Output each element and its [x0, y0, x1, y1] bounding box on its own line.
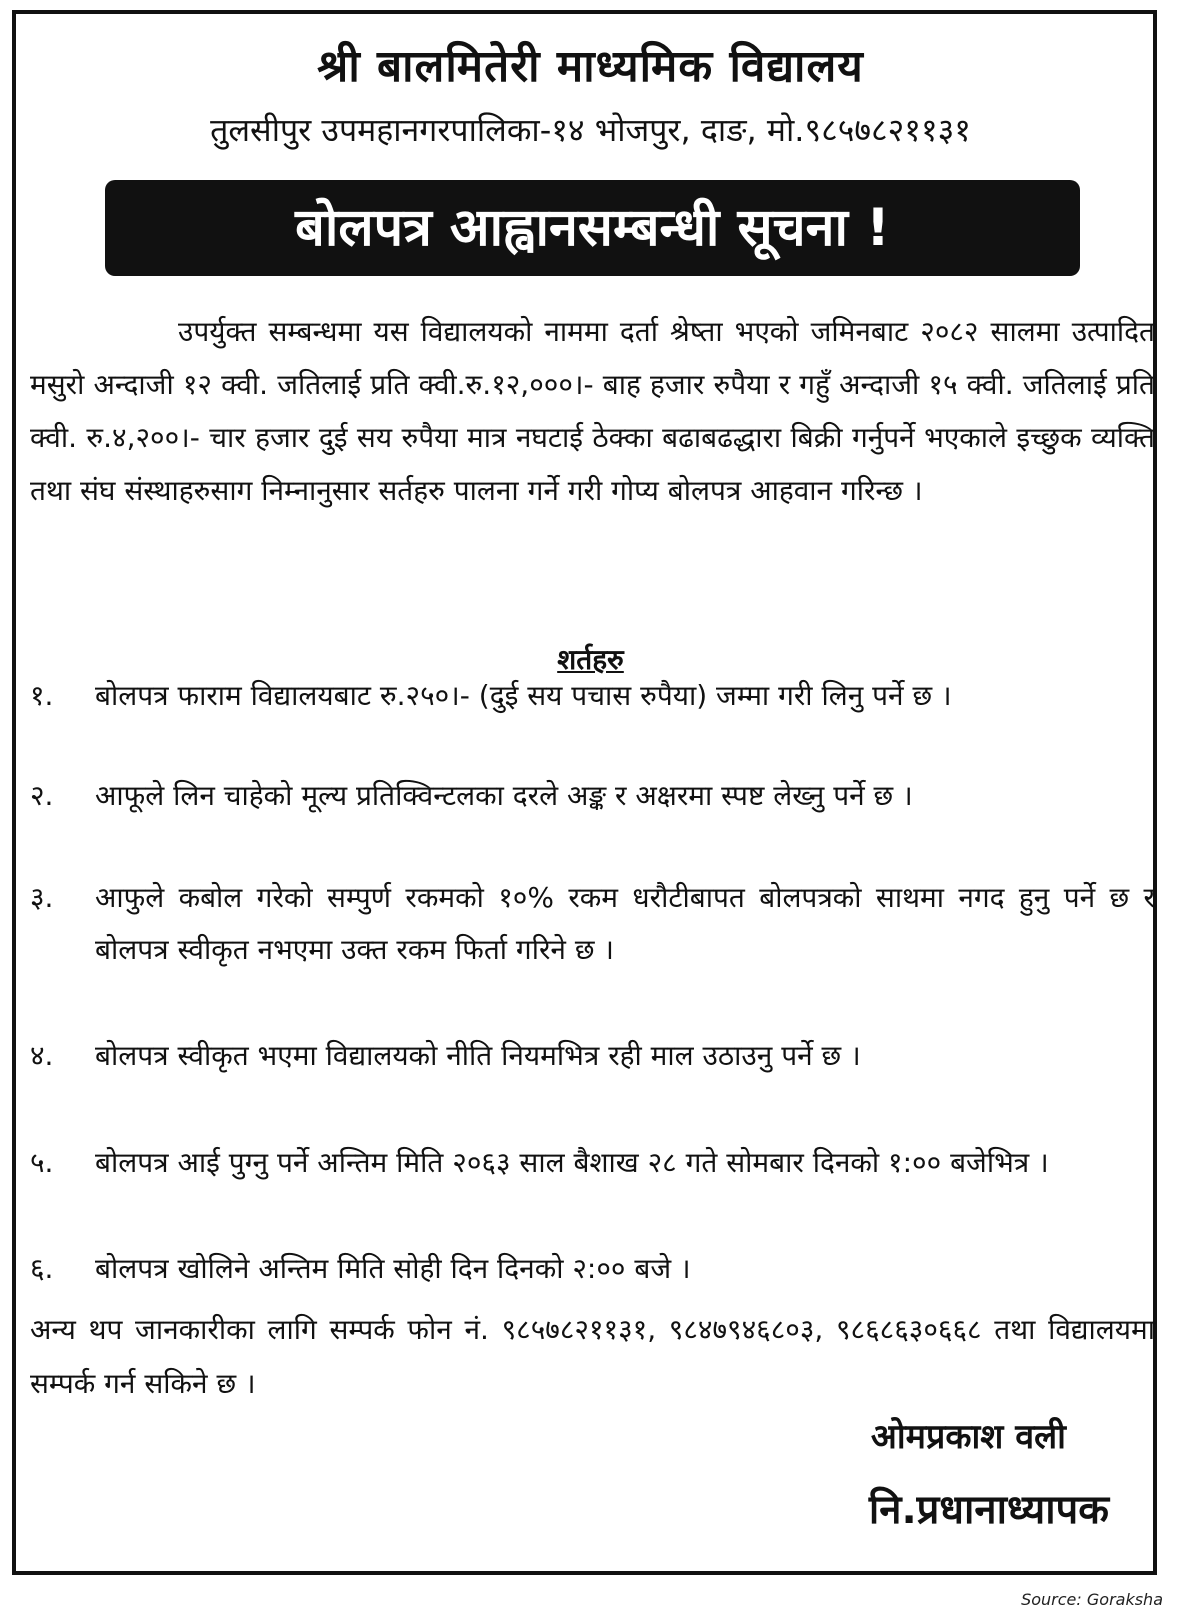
- signatory-name: ओमप्रकाश वली: [870, 1417, 1066, 1457]
- source-credit: Source: Goraksha: [1021, 1590, 1163, 1609]
- condition-number: ३.: [30, 881, 54, 914]
- school-name: श्री बालमितेरी माध्यमिक विद्यालय: [317, 41, 864, 92]
- contact-info: अन्य थप जानकारीका लागि सम्पर्क फोन नं. ९८५७८२११३१, ९८४७९४६८०३, ९८६८६३०६६८ तथा विद्यालयमा सम्पर्क गर्न सकिने छ ।: [30, 1313, 1155, 1400]
- notice-body: उपर्युक्त सम्बन्धमा यस विद्यालयको नाममा दर्ता श्रेष्ता भएको जमिनबाट २०८२ सालमा उत्पादित मसुरो अन्दाजी १२ क्वी. जतिलाई प्रति क्वी.रु.१२,०००।- बाह हजार रुपैया र गहुँ अन्दाजी १५ क्वी. जतिलाई प्रति क्वी. रु.४,२००।- चार हजार दुई सय रुपैया मात्र नघटाई ठेक्का बढाबढद्धारा बिक्री गर्नुपर्ने भएकाले इच्छुक व्यक्ति तथा संघ संस्थाहरुसाग निम्नानुसार सर्तहरु पालना गर्ने गरी गोप्य बोलपत्र आहवान गरिन्छ ।: [30, 315, 1155, 507]
- condition-item-1: [30, 670, 1155, 722]
- school-address: तुलसीपुर उपमहानगरपालिका-१४ भोजपुर, दाङ, मो.९८५७८२११३१: [210, 111, 971, 149]
- condition-number: ५.: [30, 1146, 54, 1179]
- condition-item-4: [30, 1030, 1155, 1082]
- notice-heading: बोलपत्र आह्वानसम्बन्धी सूचना !: [105, 180, 1080, 276]
- condition-item-3: [30, 872, 1155, 976]
- condition-item-5: [30, 1137, 1155, 1189]
- condition-text: बोलपत्र फाराम विद्यालयबाट रु.२५०।- (दुई सय पचास रुपैया) जम्मा गरी लिनु पर्ने छ ।: [95, 679, 952, 712]
- conditions-heading-text: शर्तहरु: [557, 643, 624, 676]
- condition-number: ४.: [30, 1039, 54, 1072]
- condition-text: बोलपत्र स्वीकृत भएमा विद्यालयको नीति नियमभित्र रही माल उठाउनु पर्ने छ ।: [95, 1039, 861, 1072]
- condition-item-6: [30, 1243, 1155, 1295]
- condition-text: आफुले कबोल गरेको सम्पुर्ण रकमको १०% रकम धरौटीबापत बोलपत्रको साथमा नगद हुनु पर्ने छ र बोलपत्र स्वीकृत नभएमा उक्त रकम फिर्ता गरिने छ ।: [95, 881, 1155, 966]
- condition-number: ६.: [30, 1252, 54, 1285]
- signatory-title: नि.प्रधानाध्यापक: [868, 1487, 1109, 1533]
- condition-item-2: [30, 770, 1155, 822]
- condition-number: २.: [30, 779, 54, 812]
- condition-text: आफूले लिन चाहेको मूल्य प्रतिक्विन्टलका दरले अङ्क र अक्षरमा स्पष्ट लेख्नु पर्ने छ ।: [95, 779, 913, 812]
- condition-number: १.: [30, 679, 54, 712]
- condition-text: बोलपत्र आई पुग्नु पर्ने अन्तिम मिति २०६३ साल बैशाख २८ गते सोमबार दिनको १:०० बजेभित्र ।: [95, 1146, 1049, 1179]
- condition-text: बोलपत्र खोलिने अन्तिम मिति सोही दिन दिनको २:०० बजे ।: [95, 1252, 691, 1285]
